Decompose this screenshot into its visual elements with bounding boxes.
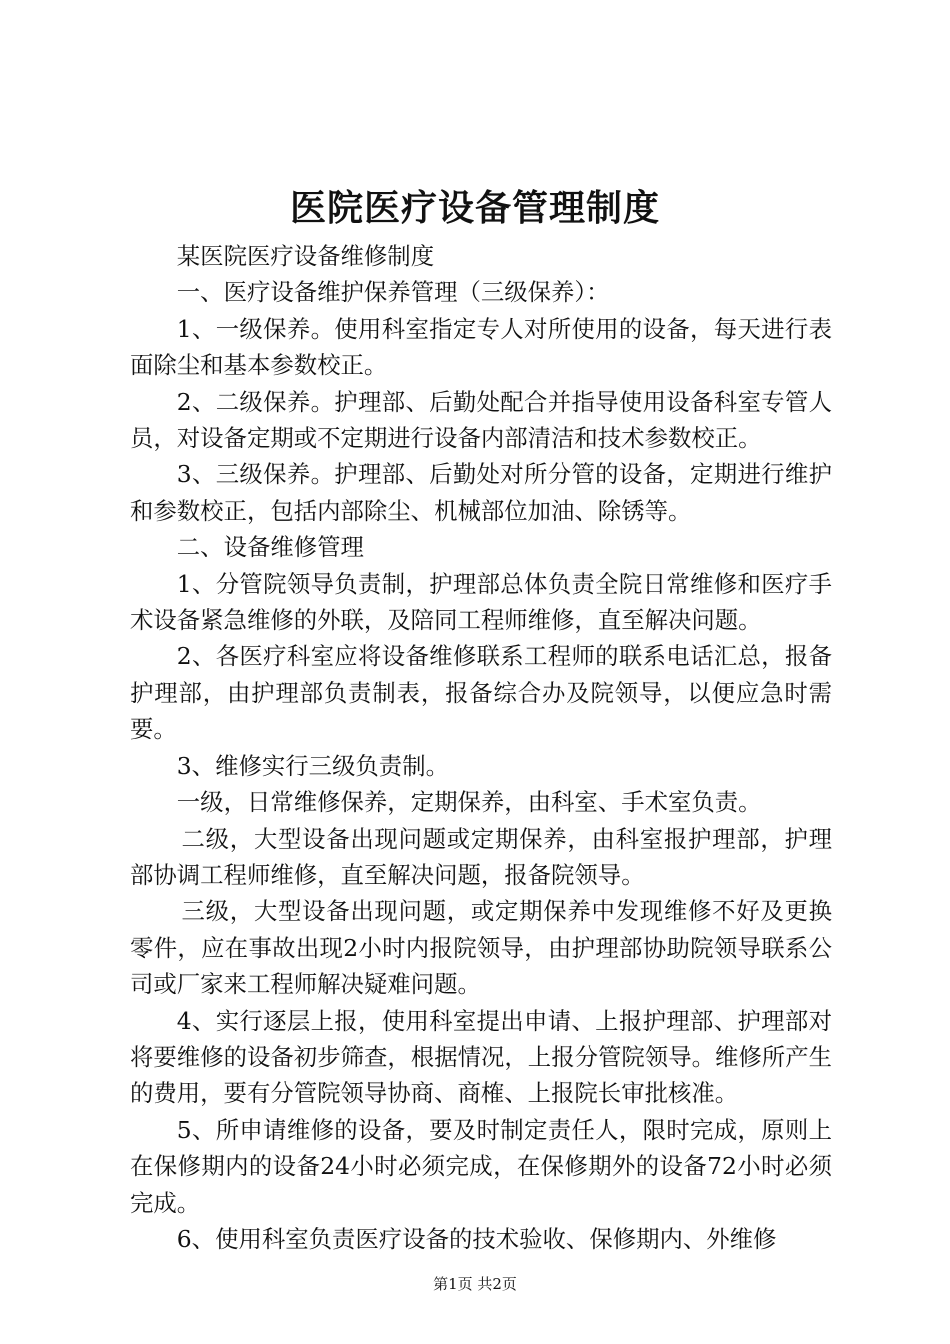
paragraph: 1、分管院领导负责制，护理部总体负责全院日常维修和医疗手术设备紧急维修的外联，及陪同工程师维修，直至解决问题。 [130,569,832,635]
paragraph: 二级，大型设备出现问题或定期保养，由科室报护理部，护理部协调工程师维修，直至解决问题，报备院领导。 [130,824,832,889]
document-body [130,238,832,1257]
document-title: 医院医疗设备管理制度 [289,187,660,229]
paragraph: 4、实行逐层上报，使用科室提出申请、上报护理部、护理部对将要维修的设备初步筛查，根据情况，上报分管院领导。维修所产生的费用，要有分管院领导协商、商榷、上报院长审批核准。 [130,1006,832,1108]
paragraph: 1、一级保养。使用科室指定专人对所使用的设备，每天进行表面除尘和基本参数校正。 [130,314,832,380]
paragraph: 2、各医疗科室应将设备维修联系工程师的联系电话汇总，报备护理部，由护理部负责制表，报备综合办及院领导，以便应急时需要。 [130,642,832,744]
paragraph: 3、三级保养。护理部、后勤处对所分管的设备，定期进行维护和参数校正，包括内部除尘、机械部位加油、除锈等。 [130,460,832,525]
paragraph: 2、二级保养。护理部、后勤处配合并指导使用设备科室专管人员，对设备定期或不定期进行设备内部清洁和技术参数校正。 [130,387,832,453]
page-footer: 第1页 共2页 [433,1275,517,1293]
paragraph: 三级，大型设备出现问题，或定期保养中发现维修不好及更换零件，应在事故出现2小时内报院领导，由护理部协助院领导联系公司或厂家来工程师解决疑难问题。 [130,897,832,999]
paragraph: 5、所申请维修的设备，要及时制定责任人，限时完成，原则上在保修期内的设备24小时必须完成，在保修期外的设备72小时必须完成。 [130,1115,832,1217]
paragraph: 6、使用科室负责医疗设备的技术验收、保修期内、外维修 [176,1224,777,1253]
paragraph: 3、维修实行三级负责制。 [176,751,449,780]
section-heading: 一、医疗设备维护保养管理（三级保养）： [176,278,610,307]
section-heading: 二、设备维修管理 [176,533,364,562]
paragraph: 某医院医疗设备维修制度 [176,242,435,270]
paragraph: 一级，日常维修保养，定期保养，由科室、手术室负责。 [176,788,762,817]
